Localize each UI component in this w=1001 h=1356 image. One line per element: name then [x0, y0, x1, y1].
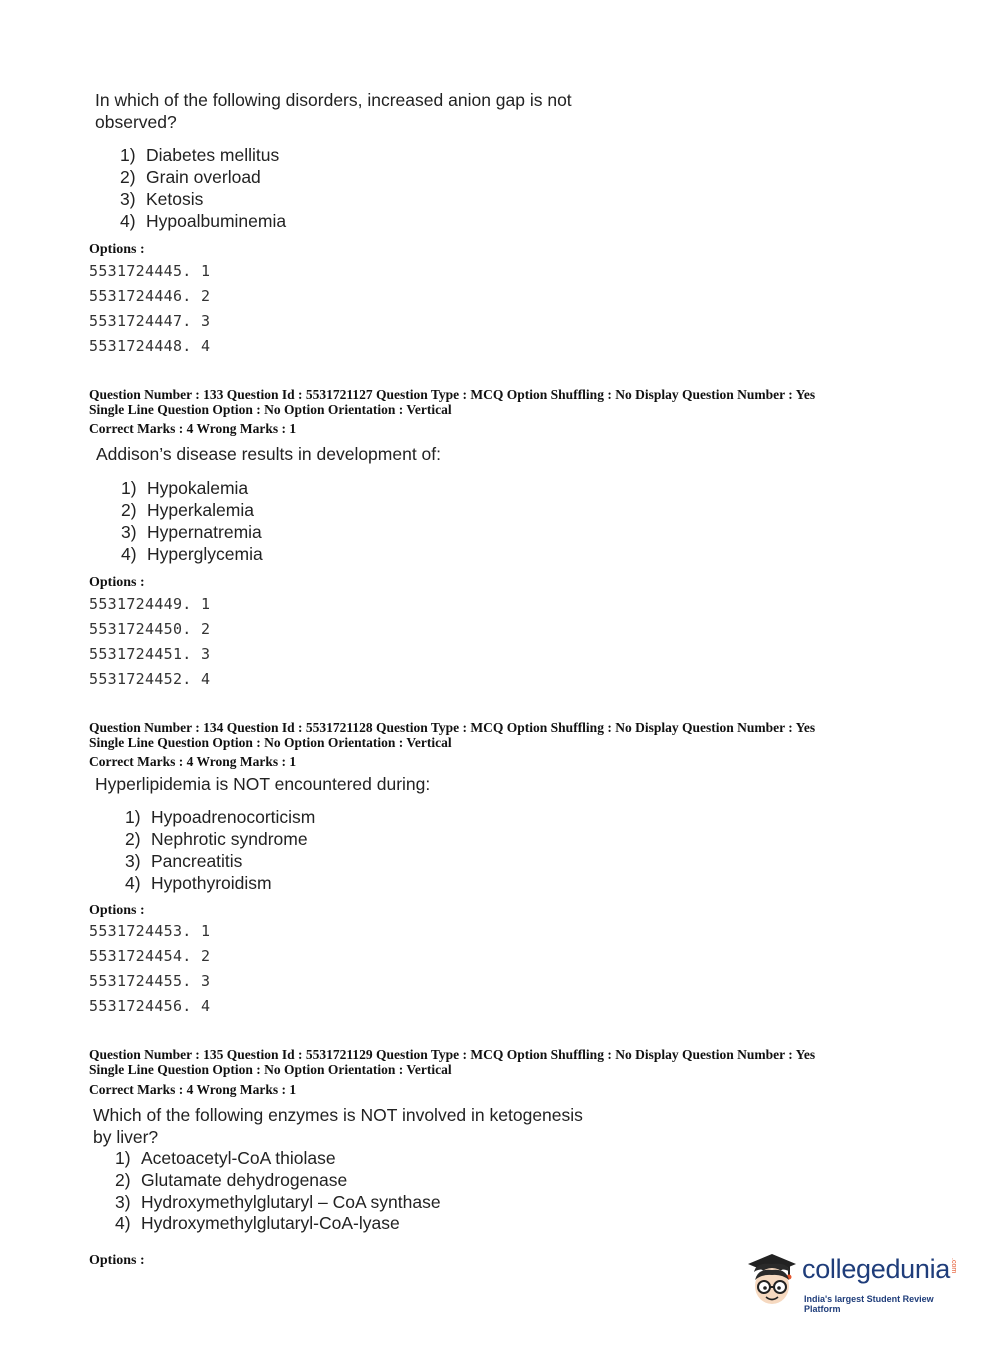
option-id: 5531724447. 3 [89, 312, 211, 330]
option-id: 5531724453. 1 [89, 922, 211, 940]
question-meta-line: Single Line Question Option : No Option Orientation : Vertical [89, 402, 452, 417]
question-meta-line: Single Line Question Option : No Option Orientation : Vertical [89, 1062, 452, 1077]
choice-item: 3) Hypernatremia [121, 522, 262, 542]
choice-item: 3) Pancreatitis [125, 851, 243, 871]
question-text-line: Addison’s disease results in development of: [96, 444, 442, 464]
choice-item: 1) Diabetes mellitus [120, 145, 280, 165]
options-label: Options : [89, 903, 145, 918]
logo-dotcom: .com [950, 1258, 957, 1274]
option-id: 5531724456. 4 [89, 997, 211, 1015]
question-text-line: Which of the following enzymes is NOT involved in ketogenesis [93, 1105, 583, 1125]
question-meta-line: Question Number : 134 Question Id : 5531721128 Question Type : MCQ Option Shuffling : No Display Question Number : Yes [89, 720, 816, 735]
option-id: 5531724450. 2 [89, 620, 211, 638]
choice-item: 4) Hydroxymethylglutaryl-CoA-lyase [115, 1213, 400, 1233]
question-text-line: In which of the following disorders, increased anion gap is not [95, 90, 572, 110]
question-text-line: by liver? [93, 1127, 159, 1147]
question-text-line: observed? [95, 112, 177, 132]
marks-line: Correct Marks : 4 Wrong Marks : 1 [89, 754, 297, 769]
option-id: 5531724451. 3 [89, 645, 211, 663]
choice-item: 2) Grain overload [120, 167, 261, 187]
choice-item: 1) Hypoadrenocorticism [125, 807, 316, 827]
question-text-line: Hyperlipidemia is NOT encountered during: [95, 774, 431, 794]
options-label: Options : [89, 575, 145, 590]
choice-item: 4) Hypothyroidism [125, 873, 272, 893]
collegedunia-logo[interactable] [742, 1250, 972, 1314]
option-id: 5531724455. 3 [89, 972, 211, 990]
mascot-icon [742, 1250, 802, 1310]
option-id: 5531724454. 2 [89, 947, 211, 965]
choice-item: 2) Nephrotic syndrome [125, 829, 308, 849]
choice-item: 2) Hyperkalemia [121, 500, 254, 520]
option-id: 5531724445. 1 [89, 262, 211, 280]
logo-wordmark: collegedunia [802, 1254, 951, 1284]
choice-item: 4) Hypoalbuminemia [120, 211, 287, 231]
choice-item: 3) Hydroxymethylglutaryl – CoA synthase [115, 1192, 441, 1212]
options-label: Options : [89, 242, 145, 257]
question-meta-line: Question Number : 133 Question Id : 5531721127 Question Type : MCQ Option Shuffling : No Display Question Number : Yes [89, 387, 816, 402]
marks-line: Correct Marks : 4 Wrong Marks : 1 [89, 1082, 297, 1097]
choice-item: 4) Hyperglycemia [121, 544, 263, 564]
option-id: 5531724446. 2 [89, 287, 211, 305]
option-id: 5531724452. 4 [89, 670, 211, 688]
option-id: 5531724448. 4 [89, 337, 211, 355]
question-meta-line: Single Line Question Option : No Option Orientation : Vertical [89, 735, 452, 750]
options-label: Options : [89, 1253, 145, 1268]
choice-item: 1) Acetoacetyl-CoA thiolase [115, 1148, 336, 1168]
option-id: 5531724449. 1 [89, 595, 211, 613]
choice-item: 2) Glutamate dehydrogenase [115, 1170, 348, 1190]
marks-line: Correct Marks : 4 Wrong Marks : 1 [89, 421, 297, 436]
question-meta-line: Question Number : 135 Question Id : 5531721129 Question Type : MCQ Option Shuffling : No Display Question Number : Yes [89, 1047, 816, 1062]
choice-item: 3) Ketosis [120, 189, 204, 209]
logo-tagline: India's largest Student Review Platform [804, 1294, 934, 1314]
choice-item: 1) Hypokalemia [121, 478, 249, 498]
